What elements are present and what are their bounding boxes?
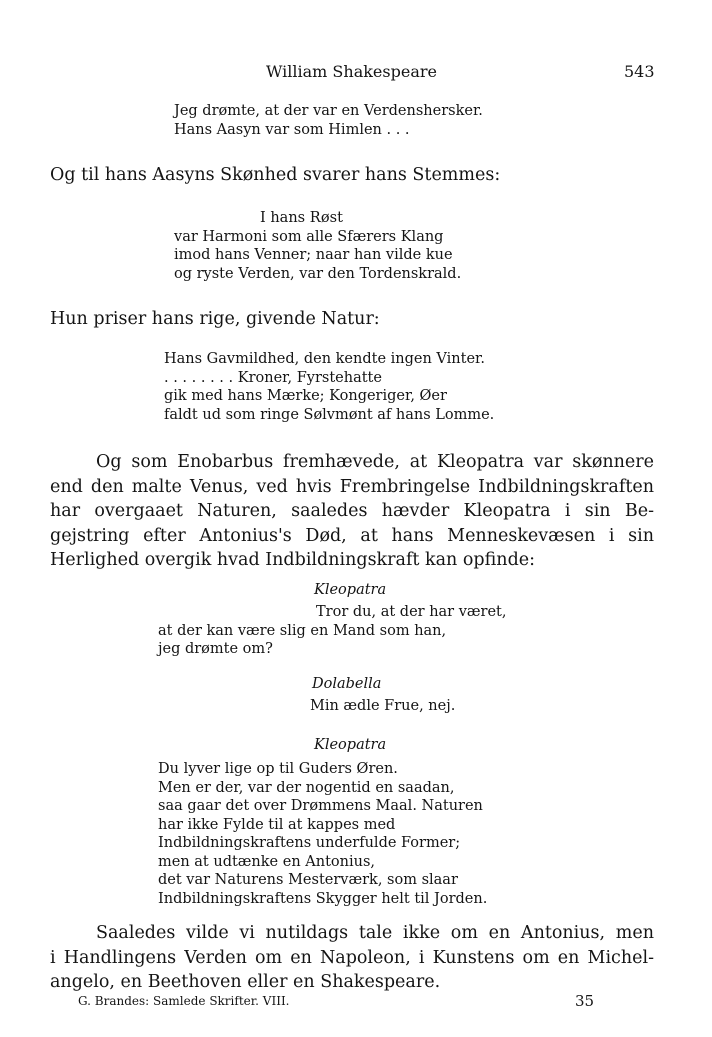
- running-title: William Shakespeare: [266, 62, 437, 81]
- page-number: 543: [624, 62, 655, 81]
- verse-line: var Harmoni som alle Sfærers Klang: [174, 228, 444, 245]
- prose-paragraph-1: [50, 450, 654, 573]
- verse-line: Jeg drømte, at der var en Verdenshersker.: [174, 103, 483, 119]
- speech-block-2: [310, 697, 455, 716]
- verse-line: Du lyver lige op til Guders Øren.: [158, 761, 398, 777]
- prose-paragraph-2: [50, 921, 654, 995]
- verse-line: imod hans Venner; naar han vilde kue: [174, 247, 453, 263]
- prose-line: i Handlingens Verden om en Napoleon, i Kunstens om en Michel-: [50, 947, 654, 968]
- verse-line: faldt ud som ringe Sølvmønt af hans Lomme.: [164, 406, 495, 423]
- verse-line: Hans Gavmildhed, den kendte ingen Vinter.: [164, 351, 485, 367]
- verse-block-2: [174, 209, 461, 283]
- speaker-name: Dolabella: [312, 676, 382, 692]
- verse-line: I hans Røst: [260, 210, 343, 226]
- verse-line: har ikke Fylde til at kappes med: [158, 816, 396, 833]
- verse-block-1: [174, 102, 483, 139]
- verse-line: jeg drømte om?: [158, 641, 273, 657]
- footer-source: G. Brandes: Samlede Skrifter. VIII.: [78, 994, 290, 1008]
- verse-line: Men er der, var der nogentid en saadan,: [158, 779, 455, 796]
- prose-line: Og til hans Aasyns Skønhed svarer hans Stemmes:: [50, 165, 501, 185]
- verse-line: saa gaar det over Drømmens Maal. Naturen: [158, 798, 483, 814]
- prose-line: Hun priser hans rige, givende Natur:: [50, 309, 380, 329]
- prose-line: end den malte Venus, ved hvis Frembringelse Indbildningskraften: [50, 476, 654, 497]
- prose-line: Og som Enobarbus fremhævede, at Kleopatra var skønnere: [96, 452, 654, 472]
- signature-mark: 35: [575, 992, 595, 1010]
- prose-line: angelo, en Beethoven eller en Shakespeare.: [50, 972, 441, 992]
- speech-block-3: [158, 760, 487, 908]
- prose-line: Herlighed overgik hvad Indbildningskraft kan opfinde:: [50, 550, 536, 570]
- verse-line: Indbildningskraftens underfulde Former;: [158, 835, 461, 851]
- speaker-name: Kleopatra: [314, 582, 387, 598]
- verse-line: det var Naturens Mesterværk, som slaar: [158, 872, 458, 888]
- verse-line: Hans Aasyn var som Himlen . . .: [174, 121, 410, 138]
- verse-line: men at udtænke en Antonius,: [158, 853, 376, 870]
- verse-line: Tror du, at der har været,: [316, 604, 507, 620]
- prose-line: har overgaaet Naturen, saaledes hævder Kleopatra i sin Be-: [50, 501, 654, 521]
- verse-line: gik med hans Mærke; Kongeriger, Øer: [164, 388, 447, 404]
- verse-line: Indbildningskraftens Skygger helt til Jorden.: [158, 890, 488, 907]
- verse-line: at der kan være slig en Mand som han,: [158, 622, 447, 639]
- verse-block-3: [164, 350, 494, 424]
- speech-block-1: [158, 603, 507, 659]
- speaker-name: Kleopatra: [314, 737, 387, 753]
- prose-line: gejstring efter Antonius's Død, at hans Menneskevæsen i sin: [50, 525, 654, 546]
- verse-line: og ryste Verden, var den Tordenskrald.: [174, 265, 462, 282]
- verse-line: Min ædle Frue, nej.: [310, 698, 456, 714]
- verse-line: . . . . . . . . Kroner, Fyrstehatte: [164, 369, 382, 386]
- prose-line: Saaledes vilde vi nutildags tale ikke om en Antonius, men: [96, 923, 654, 943]
